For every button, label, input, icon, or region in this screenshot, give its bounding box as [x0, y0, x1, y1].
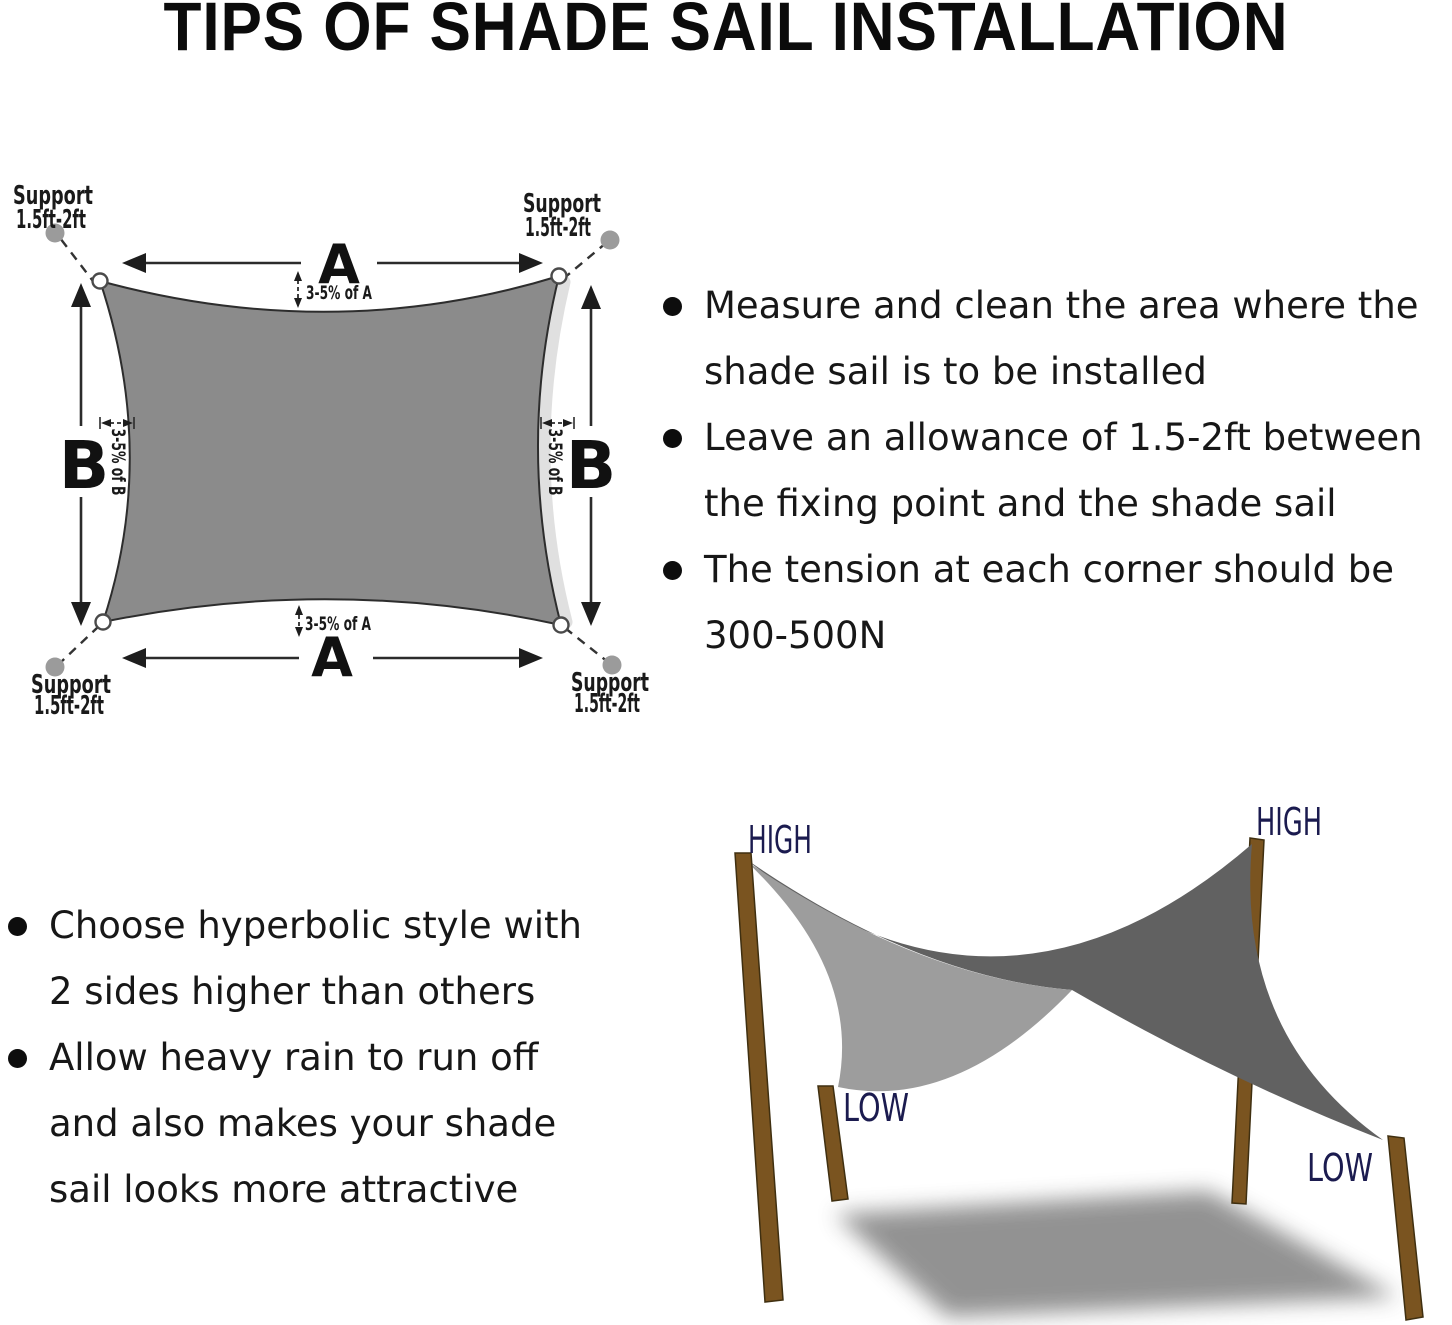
sag-label-b-right: 3-5% of B: [544, 428, 566, 531]
sag-arrow-a-bottom: [295, 605, 303, 637]
page-title: TIPS OF SHADE SAIL INSTALLATION: [163, 0, 1289, 65]
sag-arrow-a-top: [294, 271, 302, 308]
list-item: [663, 405, 1423, 537]
tip-text: Choose hyperbolic style with: [49, 904, 582, 947]
support-label-top-left-1: Support: [13, 181, 93, 211]
bullet-icon: [8, 1049, 27, 1068]
label-low-left: LOW: [843, 1086, 909, 1130]
tip-text: 2 sides higher than others: [49, 970, 536, 1013]
bullet-icon: [663, 297, 682, 316]
sag-label-b-left: 3-5% of B: [107, 428, 129, 531]
dim-label-a-bottom: A: [311, 626, 353, 689]
shade-sail-top-view: [100, 276, 561, 625]
bullet-icon: [663, 561, 682, 580]
sag-label-a-bottom: 3-5% of A: [305, 613, 372, 635]
tip-text: Measure and clean the area where the: [704, 284, 1419, 327]
dim-label-a-top: A: [318, 233, 360, 296]
support-label-bottom-right-2: 1.5ft-2ft: [574, 689, 640, 719]
list-item: [663, 273, 1423, 405]
bullet-icon: [663, 429, 682, 448]
support-label-top-right-1: Support: [523, 189, 601, 219]
label-high-right: HIGH: [1256, 800, 1322, 844]
support-label-top-left-2: 1.5ft-2ft: [16, 205, 86, 235]
shade-sail-dimension-diagram: [0, 170, 665, 770]
tip-text: 300-500N: [704, 614, 887, 657]
tip-text: Leave an allowance of 1.5-2ft between: [704, 416, 1423, 459]
dim-label-b-right: B: [565, 427, 617, 504]
support-label-bottom-right-1: Support: [571, 668, 649, 698]
tips-list-left: [8, 893, 582, 1223]
support-label-bottom-left-2: 1.5ft-2ft: [34, 691, 104, 721]
list-item: [8, 1025, 582, 1223]
tips-list-right: [663, 273, 1423, 669]
list-item: [8, 893, 582, 1025]
bullet-icon: [8, 917, 27, 936]
support-label-bottom-left-1: Support: [31, 670, 111, 700]
tip-text: and also makes your shade: [49, 1102, 557, 1145]
list-item: [663, 537, 1423, 669]
post-front-right: [1388, 1136, 1423, 1320]
label-low-right: LOW: [1307, 1146, 1373, 1190]
tip-text: The tension at each corner should be: [704, 548, 1394, 591]
hyperbolic-sail-illustration: [640, 790, 1452, 1325]
tip-text: the fixing point and the shade sail: [704, 482, 1337, 525]
sag-label-a-top: 3-5% of A: [306, 282, 373, 304]
tip-text: sail looks more attractive: [49, 1168, 519, 1211]
dim-label-b-left: B: [58, 427, 110, 504]
tip-text: Allow heavy rain to run off: [49, 1036, 539, 1079]
support-label-top-right-2: 1.5ft-2ft: [525, 213, 591, 243]
ground-shadow: [835, 1191, 1398, 1317]
post-back-left: [735, 853, 783, 1302]
label-high-left: HIGH: [748, 818, 812, 862]
tip-text: shade sail is to be installed: [704, 350, 1207, 393]
